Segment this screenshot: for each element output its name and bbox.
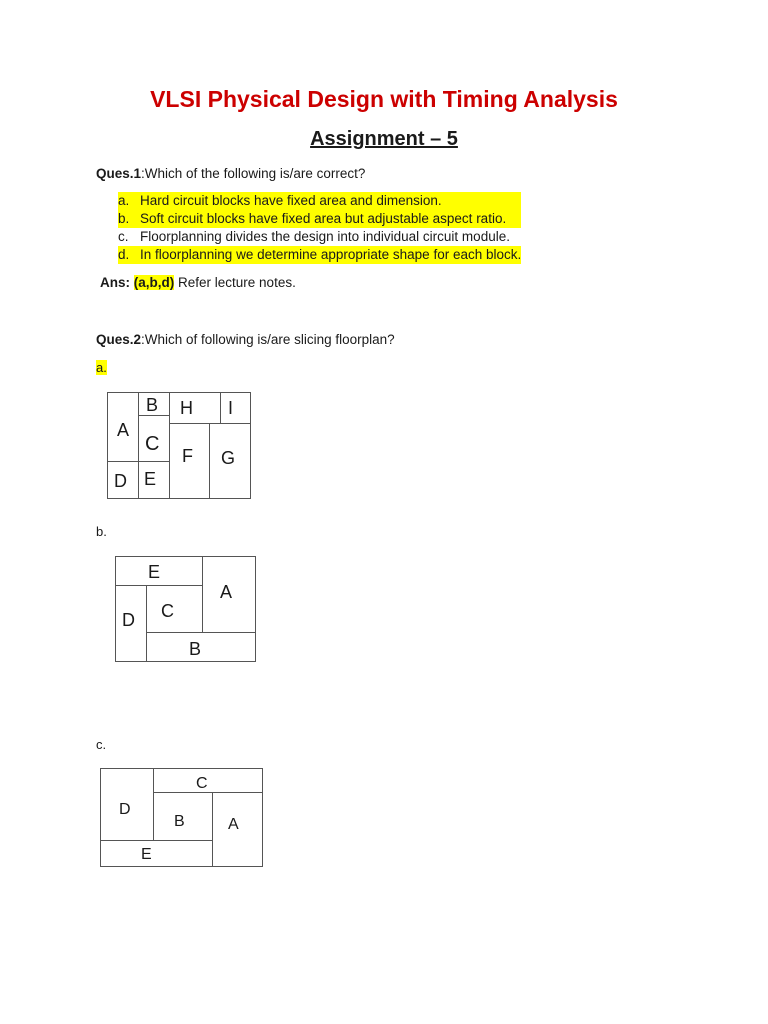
floorplan-b [115,556,257,664]
question-1-number: Ques.1 [96,166,142,181]
option-b-label: b. [96,524,107,539]
block-label: C [196,775,208,792]
question-2 [96,332,395,347]
block-label: D [114,471,127,491]
block-label: A [220,582,233,602]
question-1 [96,166,365,181]
option-a: a. Hard circuit blocks have fixed area and dimension. [118,192,521,210]
block-label: D [122,610,135,630]
page-title: VLSI Physical Design with Timing Analysis [150,86,618,112]
block-label: F [182,446,193,466]
question-2-text: :Which of following is/are slicing floorplan? [141,332,395,347]
question-1-answer [100,275,296,290]
block-label: E [148,562,161,582]
block-label: A [228,816,239,833]
answer-note: Refer lecture notes. [174,275,296,290]
option-c-label: c. [96,737,107,752]
floorplan-a [107,392,253,500]
option-b: b. Soft circuit blocks have fixed area but adjustable aspect ratio. [118,210,521,228]
block-label: E [141,846,152,863]
block-label: H [180,398,193,418]
question-1-options [118,192,521,264]
block-label: B [146,395,159,415]
block-label: I [228,398,234,418]
question-1-text: :Which of the following is/are correct? [141,166,366,181]
block-label: D [119,801,131,818]
question-2-number: Ques.2 [96,332,142,347]
block-label: G [221,448,236,468]
block-label: E [144,469,157,489]
floorplan-c [100,768,264,869]
answer-label: Ans: [100,275,130,290]
option-d: d. In floorplanning we determine appropriate shape for each block. [118,247,522,262]
assignment-heading: Assignment – 5 [310,128,458,150]
answer-value: (a,b,d) [133,275,175,290]
option-a-label: a. [96,360,107,375]
block-label: B [174,813,185,830]
block-label: A [117,420,130,440]
block-label: C [145,433,160,455]
block-label: C [161,601,174,621]
option-c: c. Floorplanning divides the design into individual circuit module. [118,229,510,244]
block-label: B [189,639,202,659]
